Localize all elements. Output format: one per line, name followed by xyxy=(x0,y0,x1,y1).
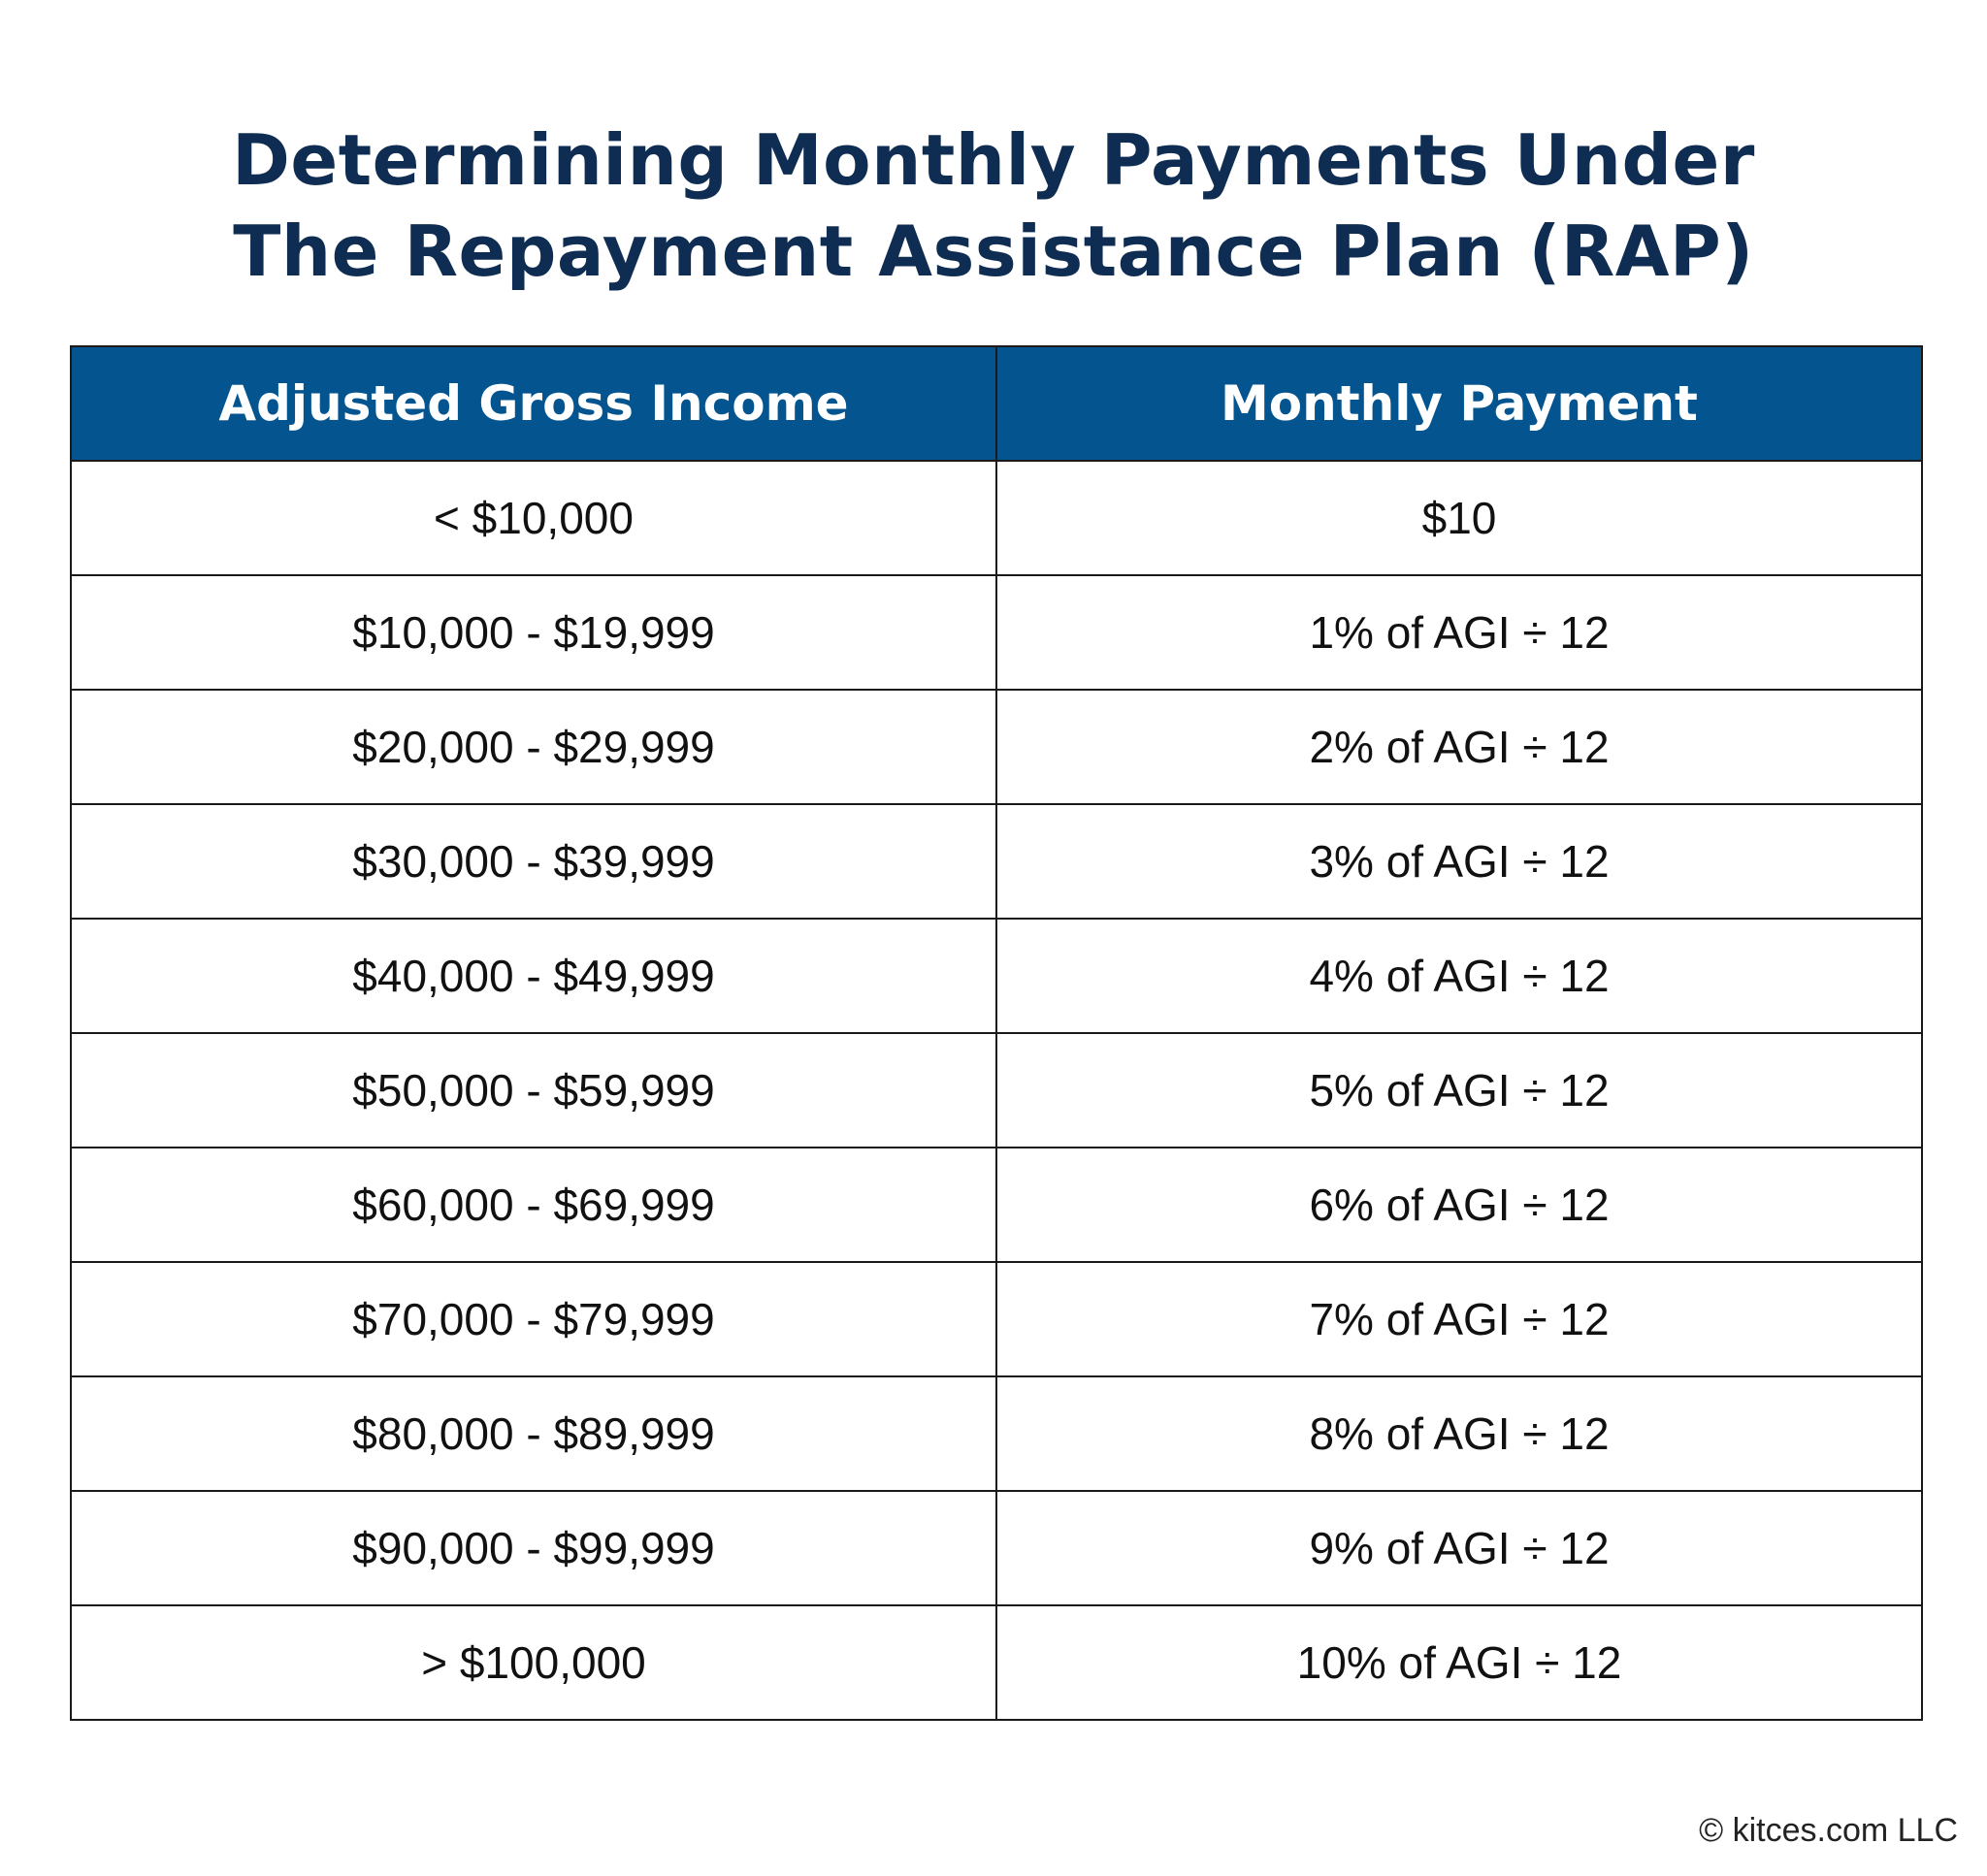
table-row xyxy=(71,1148,1922,1262)
income-cell: < $10,000 xyxy=(71,461,996,575)
table-row xyxy=(71,575,1922,690)
header-monthly-payment: Monthly Payment xyxy=(996,346,1922,461)
income-cell: $70,000 - $79,999 xyxy=(71,1262,996,1376)
income-cell: $60,000 - $69,999 xyxy=(71,1148,996,1262)
table-row xyxy=(71,461,1922,575)
payment-cell: 6% of AGI ÷ 12 xyxy=(996,1148,1922,1262)
table-row xyxy=(71,1491,1922,1605)
payment-cell: 8% of AGI ÷ 12 xyxy=(996,1376,1922,1491)
payment-cell: 7% of AGI ÷ 12 xyxy=(996,1262,1922,1376)
payment-cell: 3% of AGI ÷ 12 xyxy=(996,804,1922,919)
table-row xyxy=(71,1376,1922,1491)
header-adjusted-gross-income: Adjusted Gross Income xyxy=(71,346,996,461)
income-cell: $30,000 - $39,999 xyxy=(71,804,996,919)
income-cell: $50,000 - $59,999 xyxy=(71,1033,996,1148)
payment-table xyxy=(70,345,1923,1721)
page-title xyxy=(0,114,1987,297)
table-row xyxy=(71,1033,1922,1148)
title-line-1: Determining Monthly Payments Under xyxy=(232,119,1755,202)
payment-cell: $10 xyxy=(996,461,1922,575)
table-row xyxy=(71,919,1922,1033)
income-cell: $40,000 - $49,999 xyxy=(71,919,996,1033)
income-cell: > $100,000 xyxy=(71,1605,996,1720)
payment-cell: 5% of AGI ÷ 12 xyxy=(996,1033,1922,1148)
payment-cell: 10% of AGI ÷ 12 xyxy=(996,1605,1922,1720)
payment-cell: 1% of AGI ÷ 12 xyxy=(996,575,1922,690)
income-cell: $90,000 - $99,999 xyxy=(71,1491,996,1605)
payment-cell: 2% of AGI ÷ 12 xyxy=(996,690,1922,804)
income-cell: $80,000 - $89,999 xyxy=(71,1376,996,1491)
table-header-row xyxy=(71,346,1922,461)
title-line-2: The Repayment Assistance Plan (RAP) xyxy=(233,210,1754,293)
table-row xyxy=(71,804,1922,919)
table-row xyxy=(71,690,1922,804)
income-cell: $20,000 - $29,999 xyxy=(71,690,996,804)
payment-cell: 9% of AGI ÷ 12 xyxy=(996,1491,1922,1605)
payment-cell: 4% of AGI ÷ 12 xyxy=(996,919,1922,1033)
table-row xyxy=(71,1605,1922,1720)
table-row xyxy=(71,1262,1922,1376)
income-cell: $10,000 - $19,999 xyxy=(71,575,996,690)
copyright-notice: © kitces.com LLC xyxy=(1699,1812,1958,1849)
